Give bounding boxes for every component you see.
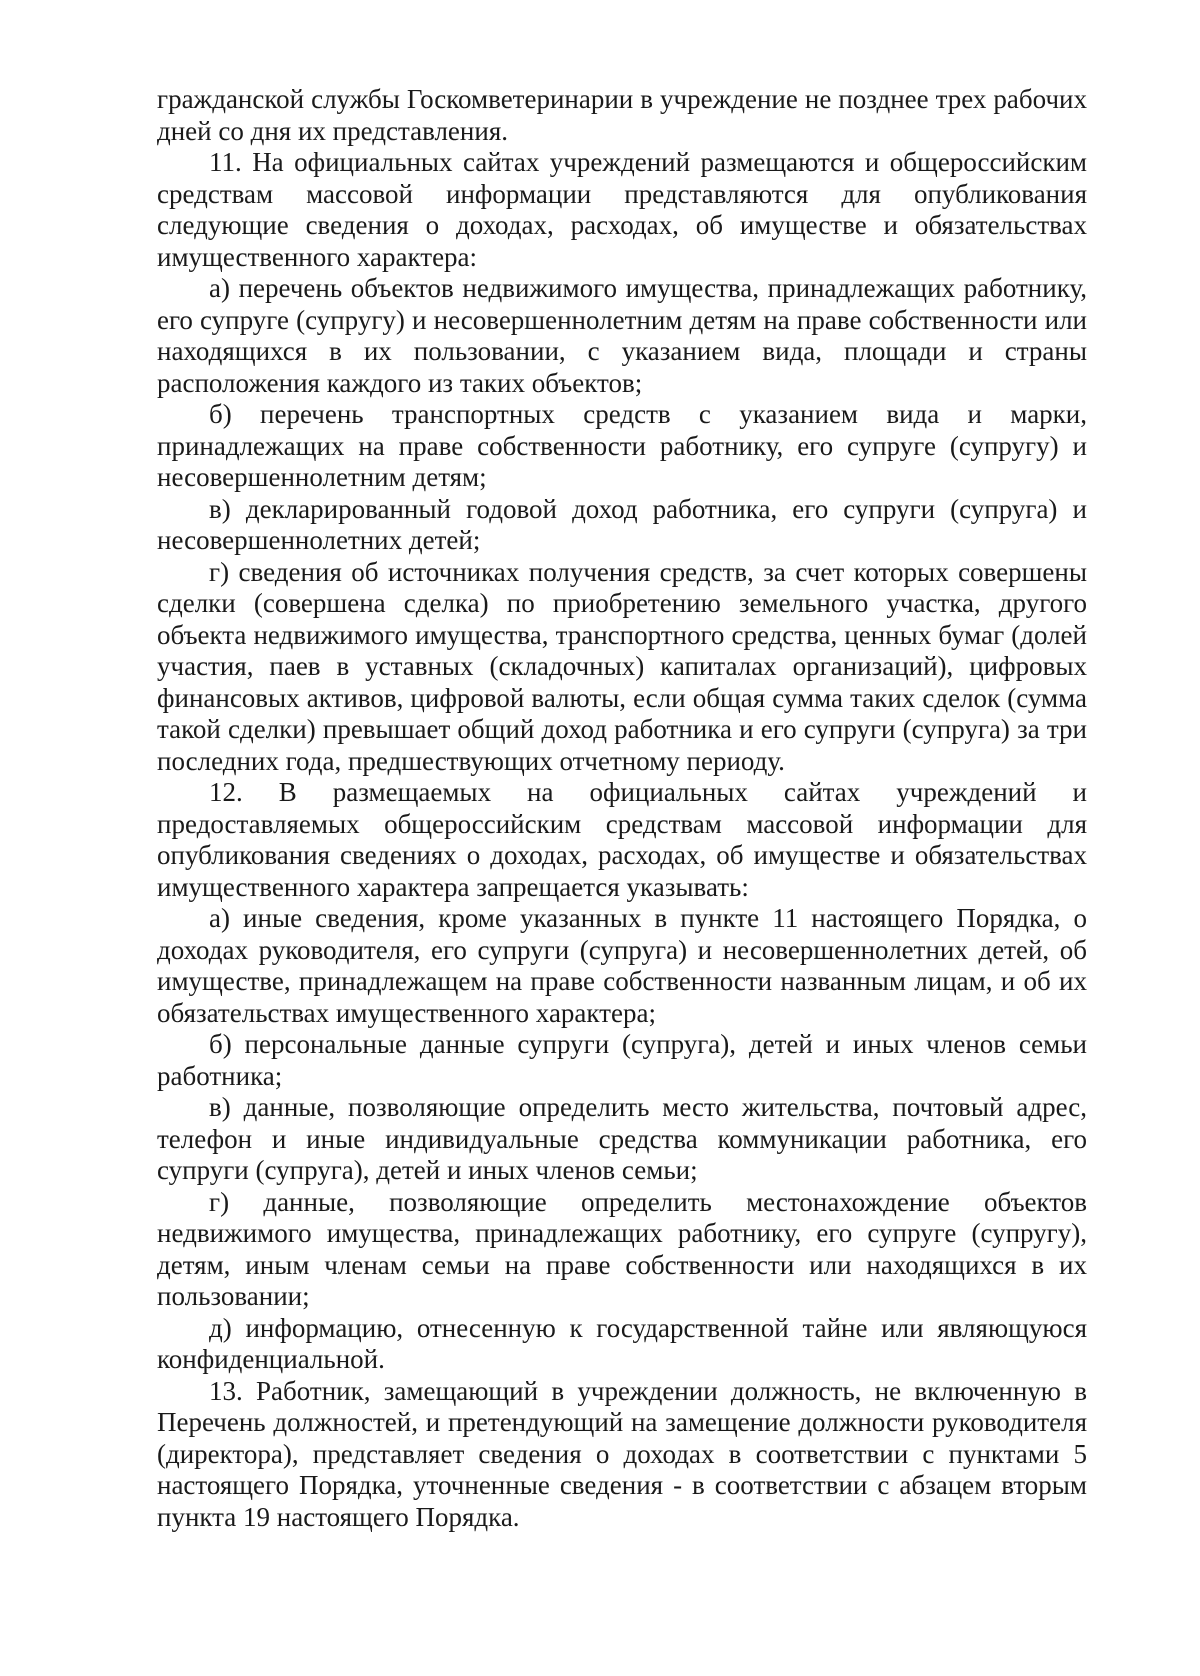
document-body xyxy=(157,84,1087,1533)
paragraph-11: 11. На официальных сайтах учреждений размещаются и общероссийским средствам массовой информации представляются для опубликования следующие сведения о доходах, расходах, об имуществе и обязательствах имущественного характера: xyxy=(157,147,1087,272)
paragraph-12-a: а) иные сведения, кроме указанных в пункте 11 настоящего Порядка, о доходах руководителя, его супруги (супруга) и несовершеннолетних детей, об имуществе, принадлежащем на праве собственности названным лицам, и об их обязательствах имущественного характера; xyxy=(157,903,1087,1028)
paragraph-12-b: б) персональные данные супруги (супруга), детей и иных членов семьи работника; xyxy=(157,1029,1087,1091)
paragraph-11-g: г) сведения об источниках получения средств, за счет которых совершены сделки (совершена сделка) по приобретению земельного участка, другого объекта недвижимого имущества, транспортного средства, ценных бумаг (долей участия, паев в уставных (складочных) капиталах организаций), цифровых финансовых активов, цифровой валюты, если общая сумма таких сделок (сумма такой сделки) превышает общий доход работника и его супруги (супруга) за три последних года, предшествующих отчетному периоду. xyxy=(157,556,1087,776)
paragraph-12: 12. В размещаемых на официальных сайтах учреждений и предоставляемых общероссийским средствам массовой информации для опубликования сведениях о доходах, расходах, об имуществе и обязательствах имущественного характера запрещается указывать: xyxy=(157,777,1087,902)
paragraph-12-d: д) информацию, отнесенную к государственной тайне или являющуюся конфиденциальной. xyxy=(157,1312,1087,1374)
paragraph-12-v: в) данные, позволяющие определить место жительства, почтовый адрес, телефон и иные индивидуальные средства коммуникации работника, его супруги (супруга), детей и иных членов семьи; xyxy=(157,1092,1087,1185)
paragraph-11-a: а) перечень объектов недвижимого имущества, принадлежащих работнику, его супруге (супругу) и несовершеннолетним детям на праве собственности или находящихся в их пользовании, с указанием вида, площади и страны расположения каждого из таких объектов; xyxy=(157,273,1087,398)
paragraph-13: 13. Работник, замещающий в учреждении должность, не включенную в Перечень должностей, и претендующий на замещение должности руководителя (директора), представляет сведения о доходах в соответствии с пунктами 5 настоящего Порядка, уточненные сведения - в соответствии с абзацем вторым пункта 19 настоящего Порядка. xyxy=(157,1375,1087,1532)
paragraph-continuation: гражданской службы Госкомветеринарии в учреждение не позднее трех рабочих дней со дня их представления. xyxy=(157,84,1087,146)
paragraph-11-b: б) перечень транспортных средств с указанием вида и марки, принадлежащих на праве собственности работнику, его супруге (супругу) и несовершеннолетним детям; xyxy=(157,399,1087,492)
paragraph-12-g: г) данные, позволяющие определить местонахождение объектов недвижимого имущества, принадлежащих работнику, его супруге (супругу), детям, иным членам семьи на праве собственности или находящихся в их пользовании; xyxy=(157,1186,1087,1311)
paragraph-11-v: в) декларированный годовой доход работника, его супруги (супруга) и несовершеннолетних детей; xyxy=(157,493,1087,555)
